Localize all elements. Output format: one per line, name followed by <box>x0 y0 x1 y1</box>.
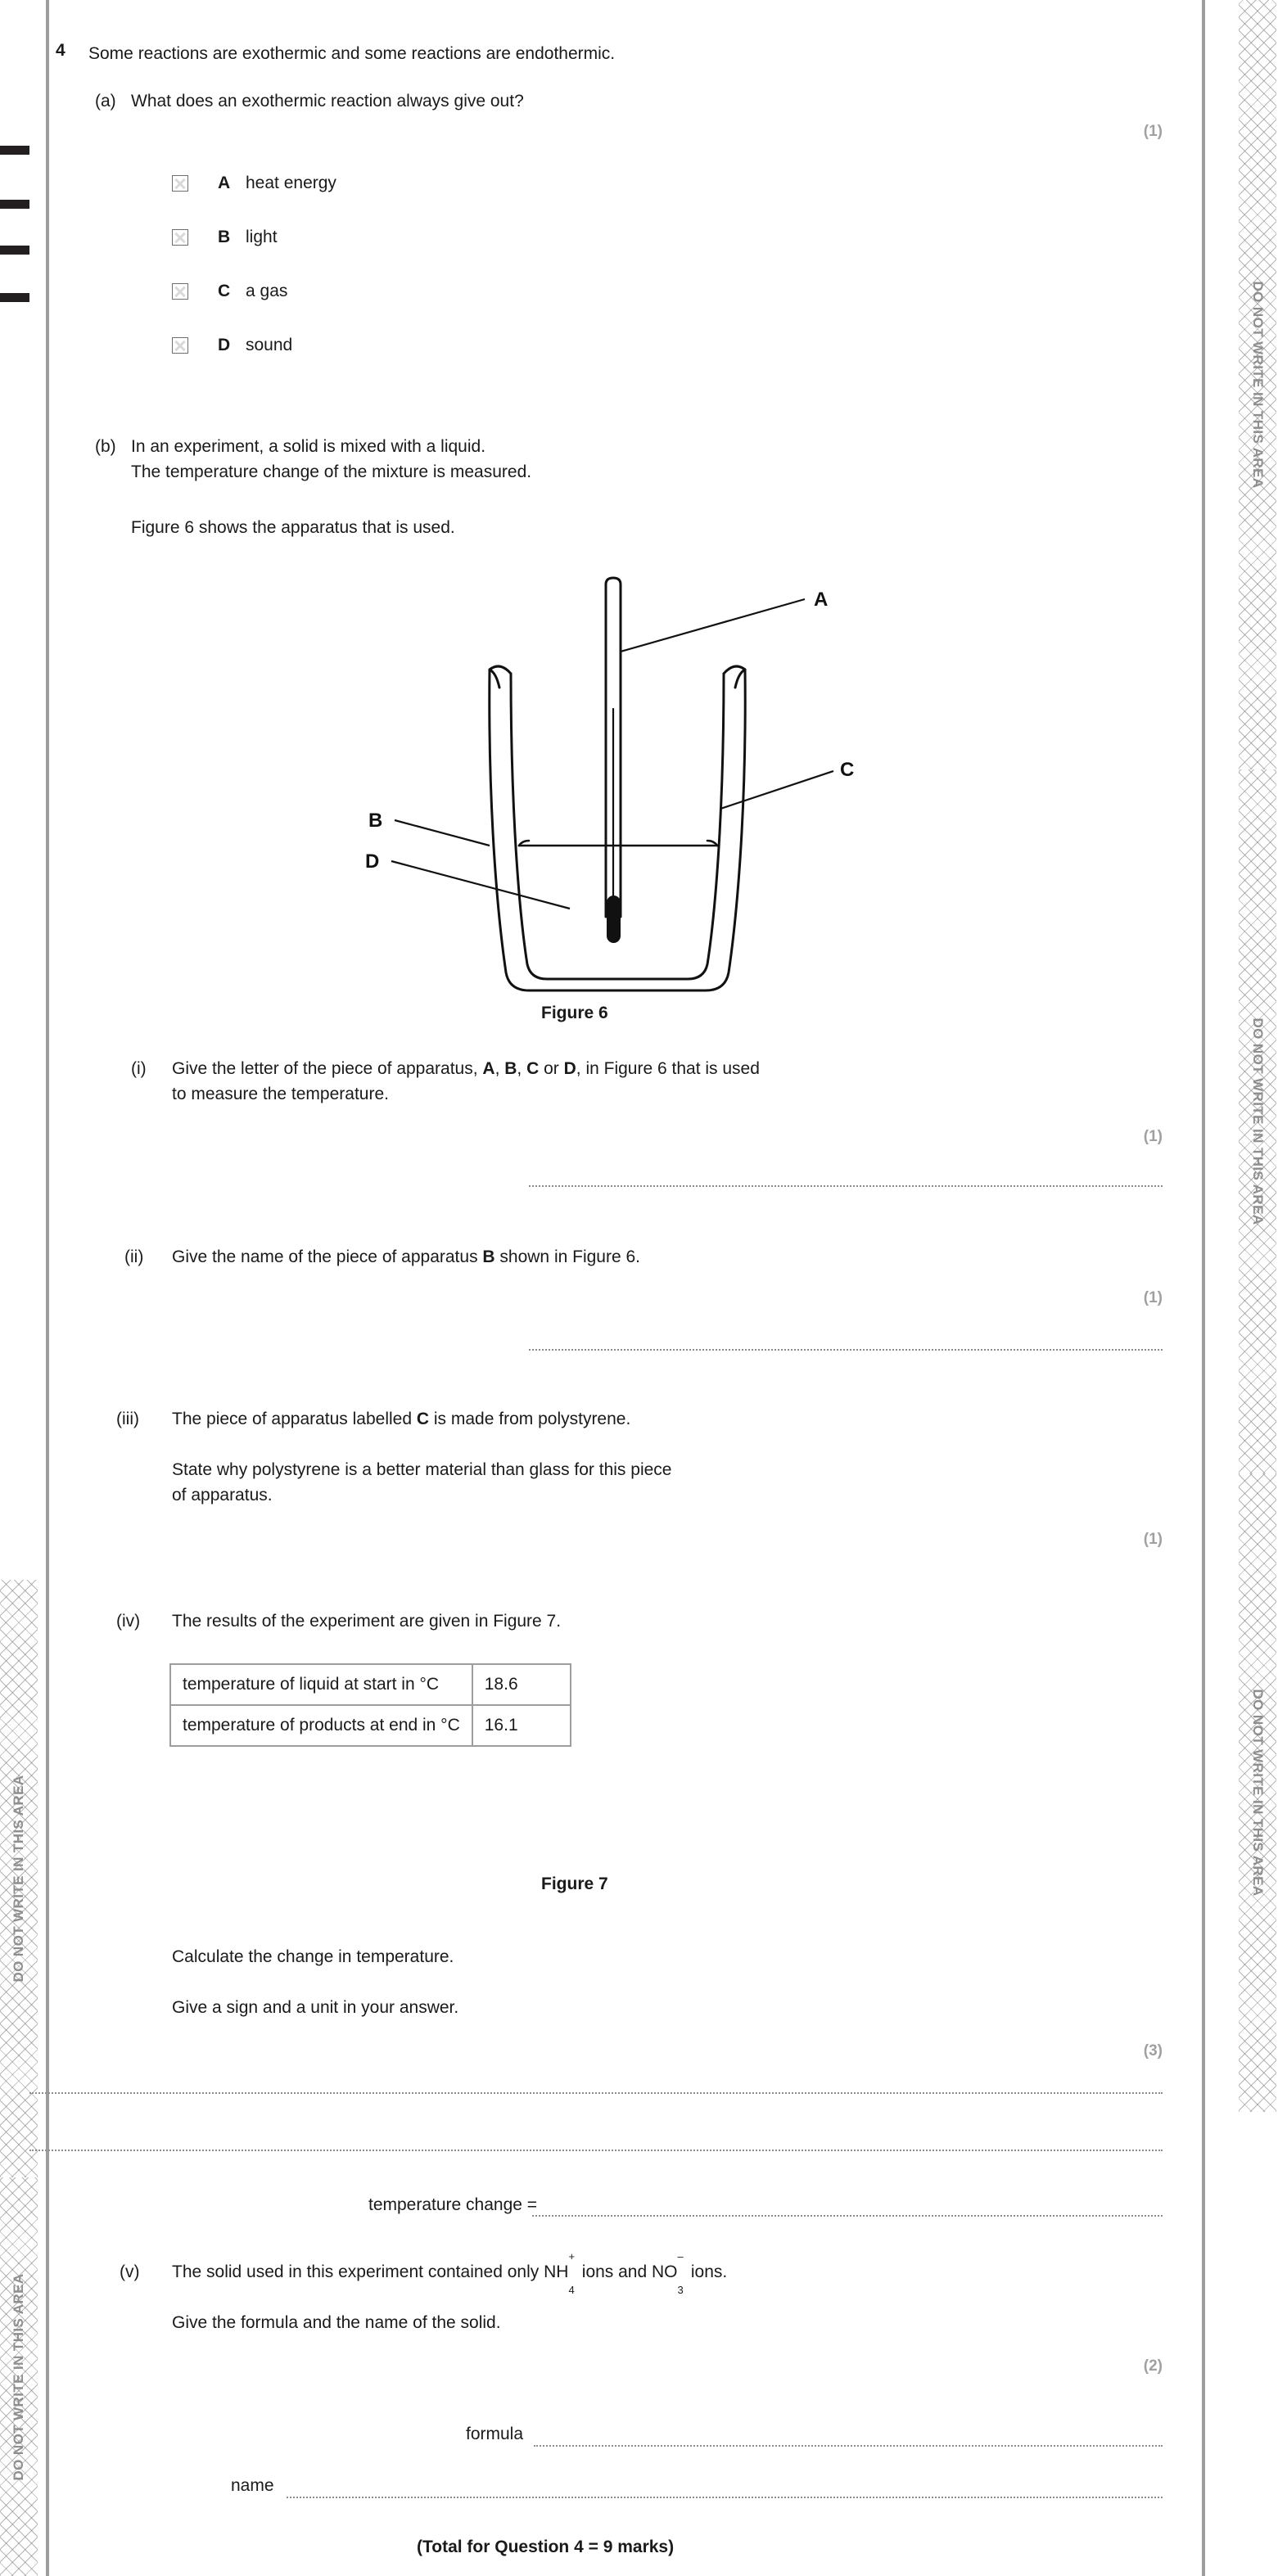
part-b-v-text: The solid used in this experiment contained only NH 4 + ions and NO 3 – ions. <box>172 2249 728 2297</box>
calculate-line1: Calculate the change in temperature. <box>172 1947 454 1966</box>
mcq-letter: D <box>218 336 231 354</box>
figure-7-table <box>169 1663 571 1747</box>
svg-text:D: D <box>365 850 380 873</box>
table-row <box>170 1705 571 1746</box>
checkbox-icon[interactable] <box>172 337 188 354</box>
answer-line-temperature-change[interactable] <box>532 2215 1163 2217</box>
part-b-line3: Figure 6 shows the apparatus that is used. <box>131 518 455 537</box>
mcq-label: heat energy <box>246 174 336 192</box>
do-not-write-area-left-2 <box>0 2177 38 2576</box>
part-b-iii-marks: (1) <box>1143 1531 1163 1548</box>
part-b-i-label: (i) <box>131 1059 147 1078</box>
registration-bar <box>0 293 29 302</box>
ammonium-ion-charge: 4 + <box>568 2249 576 2297</box>
svg-text:A: A <box>814 589 829 611</box>
answer-line-b-iv-1[interactable] <box>29 2092 1163 2094</box>
part-b-v-label: (v) <box>120 2262 140 2281</box>
mcq-letter: C <box>218 282 231 300</box>
temperature-change-prompt: temperature change = <box>368 2195 538 2214</box>
do-not-write-area-left-1 <box>0 1580 38 2177</box>
question-total: (Total for Question 4 = 9 marks) <box>417 2538 675 2556</box>
checkbox-icon[interactable] <box>172 283 188 300</box>
registration-bar <box>0 200 29 209</box>
do-not-write-label: DO NOT WRITE IN THIS AREA <box>1250 281 1266 489</box>
part-b-ii-text: Give the name of the piece of apparatus B shown in Figure 6. <box>172 1247 641 1266</box>
part-a-text: What does an exothermic reaction always give out? <box>131 92 524 111</box>
table-cell-label: temperature of liquid at start in °C <box>170 1664 472 1705</box>
mcq-letter: B <box>218 228 231 246</box>
part-a-label: (a) <box>95 92 116 111</box>
part-b-v-marks: (2) <box>1143 2357 1163 2375</box>
answer-line-b-ii[interactable] <box>529 1349 1163 1351</box>
mcq-option-b[interactable] <box>172 228 581 249</box>
svg-text:B: B <box>368 810 383 832</box>
part-b-iii-line1: The piece of apparatus labelled C is made from polystyrene. <box>172 1410 631 1428</box>
nitrate-ion-charge: 3 – <box>677 2249 684 2297</box>
do-not-write-area-right-3 <box>1239 1473 1276 2112</box>
table-cell-value: 16.1 <box>472 1705 571 1746</box>
do-not-write-area-right-1 <box>1239 0 1276 769</box>
figure-7-caption: Figure 7 <box>541 1874 608 1893</box>
do-not-write-label: DO NOT WRITE IN THIS AREA <box>11 1775 26 1983</box>
part-b-iv-label: (iv) <box>116 1612 141 1631</box>
registration-bar <box>0 246 29 255</box>
table-cell-label: temperature of products at end in °C <box>170 1705 472 1746</box>
part-a-marks: (1) <box>1143 123 1163 140</box>
do-not-write-label: DO NOT WRITE IN THIS AREA <box>11 2272 26 2481</box>
right-margin-rule <box>1202 0 1205 2576</box>
part-b-iii-line3: of apparatus. <box>172 1486 273 1505</box>
part-b-i-line2: to measure the temperature. <box>172 1085 389 1103</box>
part-b-v-line2: Give the formula and the name of the solid. <box>172 2313 501 2332</box>
checkbox-icon[interactable] <box>172 229 188 246</box>
do-not-write-area-right-2 <box>1239 769 1276 1473</box>
answer-line-b-iv-2[interactable] <box>29 2150 1163 2151</box>
do-not-write-label: DO NOT WRITE IN THIS AREA <box>1250 1689 1266 1897</box>
formula-prompt: formula <box>466 2425 524 2443</box>
part-b-ii-marks: (1) <box>1143 1289 1163 1306</box>
mcq-option-c[interactable] <box>172 282 581 303</box>
checkbox-icon[interactable] <box>172 175 188 192</box>
part-b-iv-marks: (3) <box>1143 2042 1163 2059</box>
question-stem: Some reactions are exothermic and some reactions are endothermic. <box>88 44 616 63</box>
question-number: 4 <box>56 41 65 60</box>
answer-line-name[interactable] <box>287 2497 1163 2498</box>
mcq-option-a[interactable] <box>172 174 581 195</box>
part-b-line2: The temperature change of the mixture is measured. <box>131 462 532 481</box>
registration-bar <box>0 146 29 155</box>
part-b-ii-label: (ii) <box>124 1247 144 1266</box>
do-not-write-label: DO NOT WRITE IN THIS AREA <box>1250 1017 1266 1225</box>
mcq-option-d[interactable] <box>172 336 581 357</box>
part-b-iii-label: (iii) <box>116 1410 139 1428</box>
part-b-line1: In an experiment, a solid is mixed with a liquid. <box>131 437 486 456</box>
mcq-label: light <box>246 228 278 246</box>
svg-text:C: C <box>840 759 855 781</box>
part-b-label: (b) <box>95 437 116 456</box>
part-b-i-line1: Give the letter of the piece of apparatus, A, B, C or D, in Figure 6 that is used <box>172 1059 760 1078</box>
figure-6-diagram <box>336 565 860 1031</box>
mcq-label: a gas <box>246 282 288 300</box>
mcq-letter: A <box>218 174 231 192</box>
calculate-line2: Give a sign and a unit in your answer. <box>172 1998 459 2017</box>
table-row <box>170 1664 571 1705</box>
part-b-iii-line2: State why polystyrene is a better material than glass for this piece <box>172 1460 672 1479</box>
figure-6-caption: Figure 6 <box>541 1004 608 1022</box>
answer-line-formula[interactable] <box>534 2445 1163 2447</box>
table-cell-value: 18.6 <box>472 1664 571 1705</box>
part-b-iv-text: The results of the experiment are given in Figure 7. <box>172 1612 562 1631</box>
answer-line-b-i[interactable] <box>529 1185 1163 1187</box>
name-prompt: name <box>231 2476 274 2495</box>
mcq-label: sound <box>246 336 293 354</box>
part-b-i-marks: (1) <box>1143 1128 1163 1145</box>
